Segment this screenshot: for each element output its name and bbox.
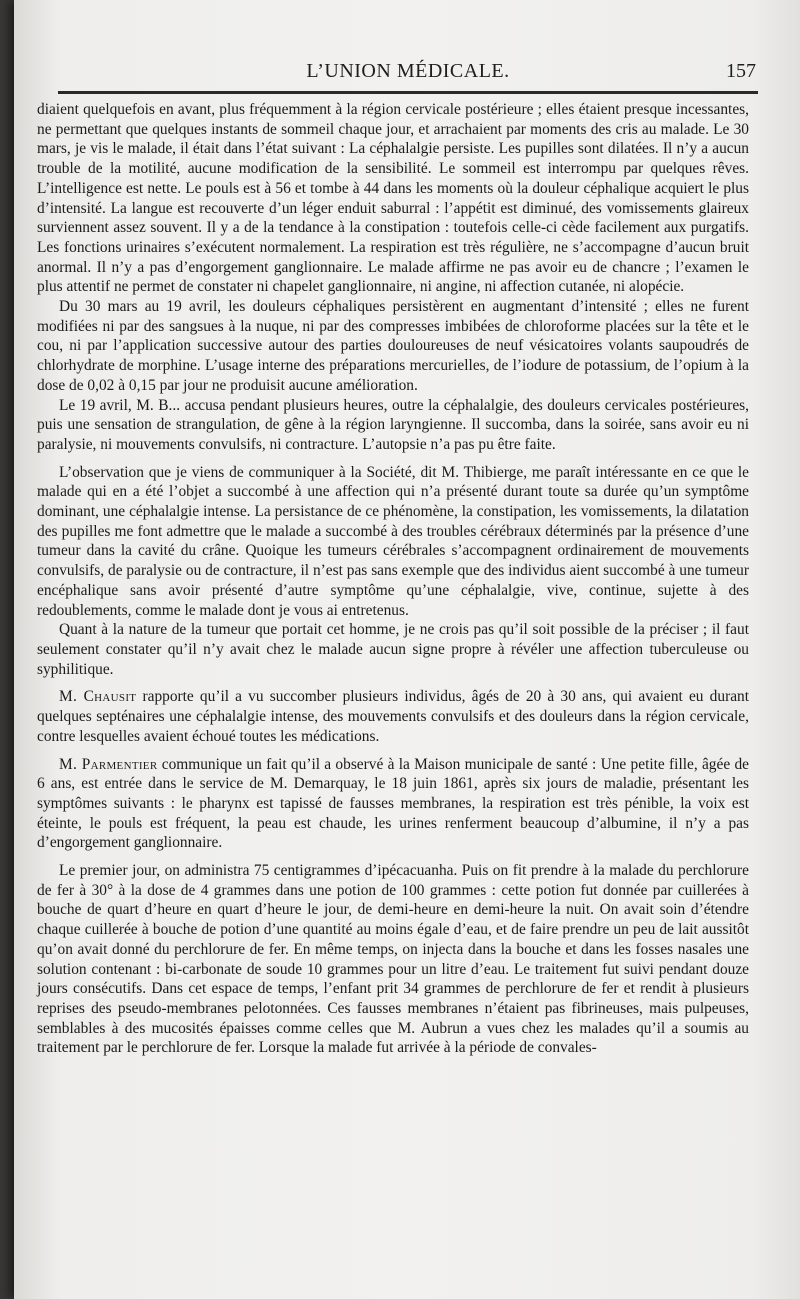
parmentier-text: communique un fait qu’il a observé à la Maison municipale de santé : Une petite fille, âgée de 6 ans, est entrée dans le service de M. Demarquay, le 18 juin 1861, après six jours de maladie, présentant les symptômes suivants : le pharynx est tapissé de fausses membranes, la respiration est très pénible, la voix est éteinte, le pouls est fréquent, la peau est chaude, les urines renferment beaucoup d’albumine, il n’y a pas d’engorgement ganglionnaire. xyxy=(37,755,749,852)
page-number: 157 xyxy=(726,60,756,82)
journal-title: L’UNION MÉDICALE. xyxy=(306,60,510,82)
paragraph-tumor-nature: Quant à la nature de la tumeur que portait cet homme, je ne crois pas qu’il soit possible de la préciser ; il faut seulement constater qu’il n’y avait chez le malade aucun signe propre à révéler une affection tuberculeuse ou syphilitique. xyxy=(37,621,749,678)
chausit-text: rapporte qu’il a vu succomber plusieurs individus, âgés de 20 à 30 ans, qui avaient eu durant quelques septénaires une céphalalgie intense, des mouvements convulsifs et des douleurs dans la région cervicale, contre lesquelles avaient échoué toutes les médications. xyxy=(37,688,749,745)
speaker-parmentier: M. Parmentier xyxy=(59,755,158,773)
running-header xyxy=(58,58,758,88)
article-body xyxy=(37,100,749,1058)
paragraph-march-april: Du 30 mars au 19 avril, les douleurs céphaliques persistèrent en augmentant d’intensité ; elles ne furent modifiées ni par des sangsues à la nuque, ni par des compresses imbibées de chloroforme placées sur la tête et le cou, ni par l’application successive autour des parties douloureuses de neuf vésicatoires volants saupoudrés de chlorhydrate de morphine. L’usage interne des préparations mercurielles, de l’iodure de potassium, de l’opium à la dose de 0,02 à 0,15 par jour ne produisit aucune amélioration. xyxy=(37,298,749,394)
header-rule xyxy=(58,91,758,94)
paragraph-parmentier xyxy=(37,755,749,854)
paragraph-treatment: Le premier jour, on administra 75 centigrammes d’ipécacuanha. Puis on fit prendre à la malade du perchlorure de fer à 30° à la dose de 4 grammes dans une potion de 100 grammes : cette potion fut donnée par cuillerées à bouche de quart d’heure en quart d’heure le jour, de demi-heure en demi-heure la nuit. On avait soin d’étendre chaque cuillerée à bouche de potion d’une quantité au moins égale d’eau, et de faire prendre un peu de lait aussitôt qu’on avait donné du perchlorure de fer. En même temps, on injecta dans la bouche et dans les fosses nasales une solution contenant : bi-carbonate de soude 10 grammes pour un litre d’eau. Le traitement fut suivi pendant douze jours consécutifs. Dans cet espace de temps, l’enfant prit 34 grammes de perchlorure de fer et rendit à plusieurs reprises des pseudo-membranes pelotonnées. Ces fausses membranes n’étaient pas fibrineuses, mais pulpeuses, semblables à des mucosités épaisses comme celles que M. Aubrun a vues chez les malades qu’il a soumis au traitement par le perchlorure de fer. Lorsque la malade fut arrivée à la période de convales- xyxy=(37,862,749,1057)
speaker-chausit: M. Chausit xyxy=(59,688,137,706)
paragraph-april-19: Le 19 avril, M. B... accusa pendant plusieurs heures, outre la céphalalgie, des douleurs cervicales postérieures, puis une sensation de strangulation, de gêne à la région laryngienne. Il succomba, dans la soirée, sans avoir eu ni paralysie, ni mouvements convulsifs, ni contracture. L’autopsie n’a pas pu être faite. xyxy=(37,396,749,453)
paragraph-continuation: diaient quelquefois en avant, plus fréquemment à la région cervicale postérieure ; elles étaient presque incessantes, ne permettant que quelques instants de sommeil chaque jour, et arrachaient par moments des cris au malade. Le 30 mars, je vis le malade, il était dans l’état suivant : La céphalalgie persiste. Les pupilles sont dilatées. Il n’y a aucun trouble de la motilité, aucune modification de la sensibilité. Le sommeil est interrompu par quelques rêves. L’intelligence est nette. Le pouls est à 56 et tombe à 44 dans les moments où la douleur céphalique acquiert le plus d’intensité. La langue est recouverte d’un léger enduit saburral : l’appétit est diminué, des vomissements glaireux surviennent assez souvent. Il y a de la tendance à la constipation : toutefois celle-ci cède facilement aux purgatifs. Les fonctions urinaires s’exécutent normalement. La respiration est très régulière, ne s’accompagne d’aucun bruit anormal. Il n’y a pas d’engorgement ganglionnaire. Le malade affirme ne pas avoir eu de chancre ; l’examen le plus attentif ne permet de constater ni chapelet ganglionnaire, ni angine, ni affection cutanée, ni alopécie. xyxy=(37,101,749,296)
paragraph-observation: L’observation que je viens de communiquer à la Société, dit M. Thibierge, me paraît intéressante en ce que le malade qui en a été l’objet a succombé à une affection qui n’a présenté durant toute sa durée qu’un symptôme dominant, une céphalalgie intense. La persistance de ce phénomène, la constipation, les vomissements, la dilatation des pupilles me font admettre que le malade a succombé à des troubles cérébraux déterminés par la présence d’une tumeur dans la cavité du crâne. Quoique les tumeurs cérébrales s’accompagnent ordinairement de mouvements convulsifs, de paralysie ou de contracture, il n’est pas sans exemple que des individus aient succombé à une tumeur encéphalique sans avoir présenté d’autre symptôme qu’une céphalalgie, vive, continue, sujette à des redoublements, comme le malade dont je vous ai entretenus. xyxy=(37,463,749,619)
paragraph-chausit xyxy=(37,687,749,746)
